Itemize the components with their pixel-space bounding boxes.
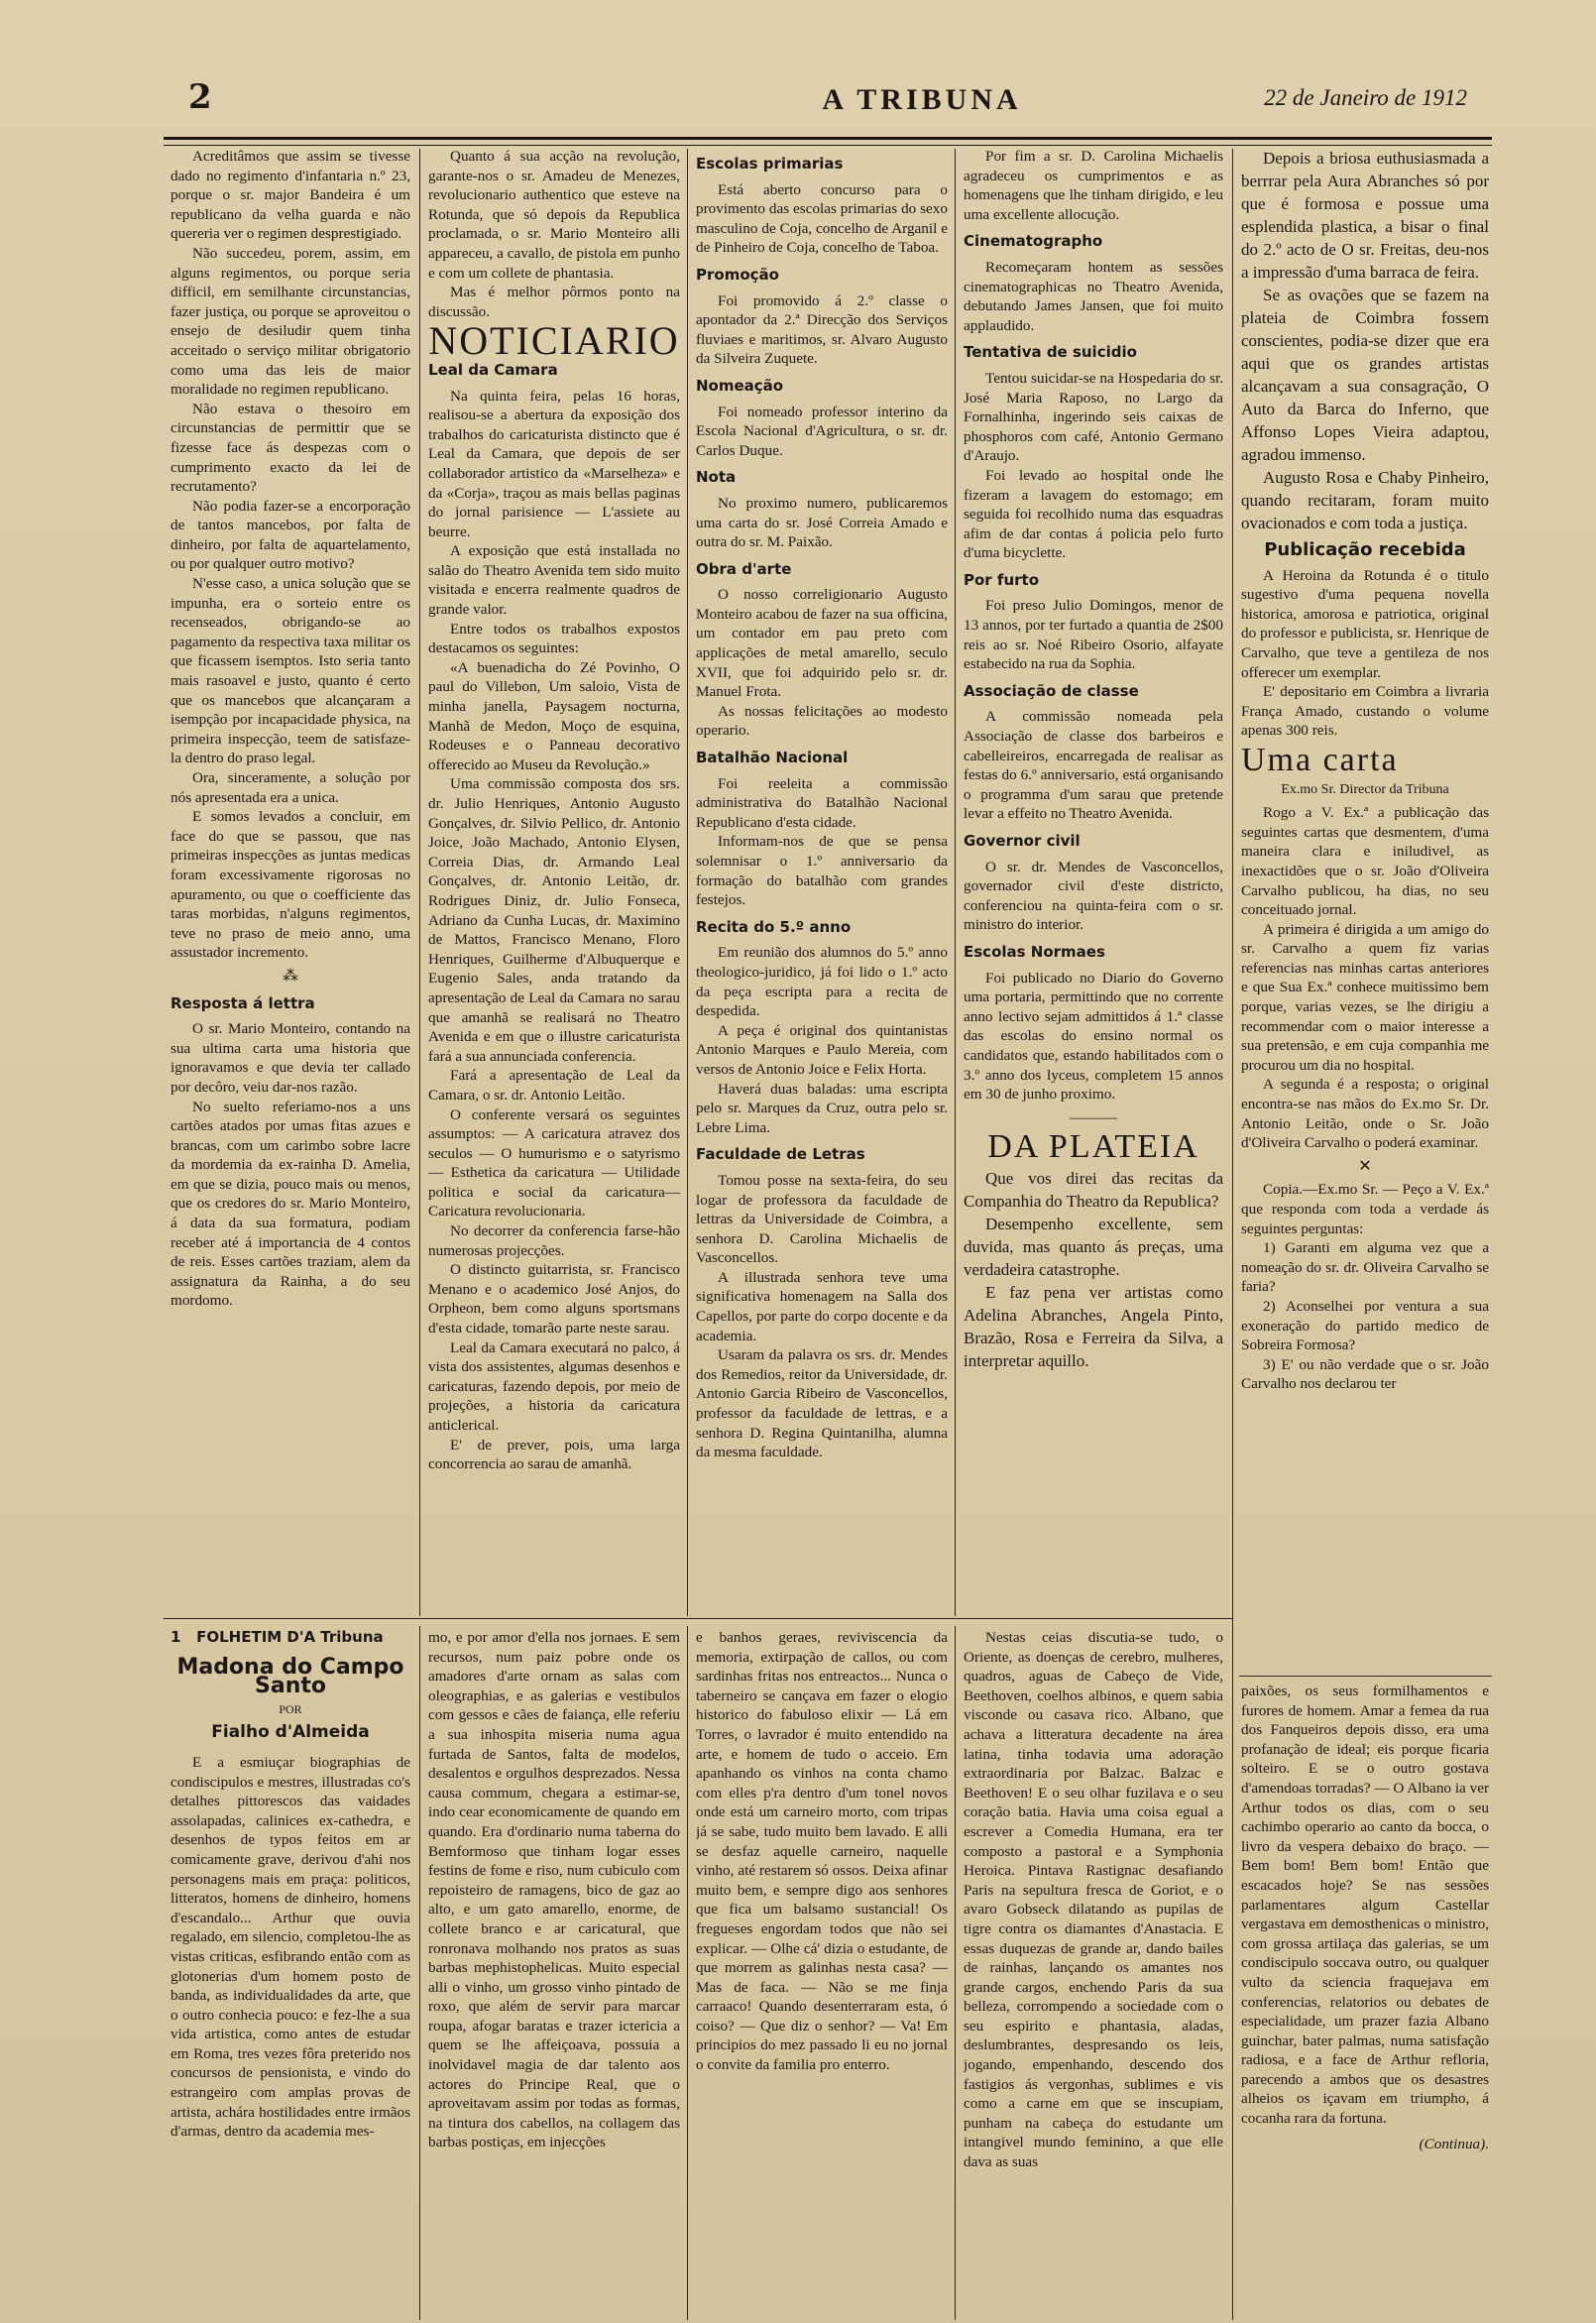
paragraph: Haverá duas baladas: uma escripta pelo sr. Marques da Cruz, outra pelo sr. Lebre Lima. (696, 1080, 948, 1136)
paragraph: Ora, sinceramente, a solução por nós apresentada era a unica. (171, 769, 410, 806)
paragraph: Copia.—Ex.mo Sr. — Peço a V. Ex.ª que responda com toda a verdade ás seguintes perguntas: (1241, 1181, 1489, 1237)
paragraph: Em reunião dos alumnos do 5.º anno theologico-juridico, já foi lido o 1.º acto da peça escripta para a recita de despedida. (696, 944, 948, 1020)
paragraph: Leal da Camara executará no palco, á vista dos assistentes, algumas desenhos e caricaturas, fazendo depois, por meio de projeções, a historia da caricatura anticlerical. (428, 1338, 680, 1434)
paragraph: Que vos direi das recitas da Companhia do Theatro da Republica? (964, 1168, 1223, 1211)
paragraph: A primeira é dirigida a um amigo do sr. Carvalho a quem fiz varias referencias nas minhas cartas anteriores e que Sua Ex.ª conhece muitissimo bem porque, varias vezes, se lhe dirigiu a recommendar com o maior interesse a sua pretensão, e em cuja companhia me procurou um dia no hospital. (1241, 920, 1489, 1074)
folhetim-column-1 (171, 1628, 410, 2317)
paragraph: «A buenadicha do Zé Povinho, O paul do Villebon, Um saloio, Vista de minha janella, Paysagem nocturna, Manhã de Medon, Moço de esquina, Rodeuses e o Panneau decorativo offerecido ao Museu da Revolução.» (428, 658, 680, 773)
carta-heading: Uma carta (1241, 741, 1399, 778)
section-title: Leal da Camara (428, 360, 558, 379)
paragraph: Por fim a sr. D. Carolina Michaelis agradeceu os cumprimentos e as homenagens que lhe tinham dirigido, e leu uma excellente allocução. (964, 148, 1223, 223)
paragraph: O conferente versará os seguintes assumptos: — A caricatura atravez dos seculos — O humurismo e o satyrismo — Esthetica da caricatura — Utilidade politica e social da caricatura—Caricatura revolucionaria. (428, 1105, 680, 1220)
folhetim-rule (1239, 1676, 1492, 1677)
paragraph: Foi levado ao hospital onde lhe fizeram a lavagem do estomago; em seguida foi recolhido numa das esquadras afim de dar contas á policia pelo furto d'uma bicyclette. (964, 466, 1223, 562)
paper-title: A TRIBUNA (822, 83, 1022, 116)
paragraph: Mas é melhor pôrmos ponto na discussão. (428, 284, 680, 320)
paragraph: Está aberto concurso para o provimento das escolas primarias do sexo masculino de Coja, concelho de Arganil e de Pinheiro de Coja, concelho de Taboa. (696, 180, 948, 257)
column-3 (696, 147, 948, 1614)
paragraph: Não estava o thesoiro em circunstancias de permittir que se fizesse face ás despezas com o cumprimento exacto da lei de recrutamento? (171, 400, 410, 496)
paragraph: Foi preso Julio Domingos, menor de 13 annos, por ter furtado a quantia de 2$00 reis ao sr. Noé Ribeiro Osorio, alfayate estabecido na rua da Sophia. (964, 597, 1223, 673)
section-title: Escolas primarias (696, 155, 844, 173)
paragraph: A Heroina da Rotunda é o titulo sugestivo d'uma pequena novella historica, amorosa e patriotica, original do professor e publicista, sr. Henrique de Carvalho, que teve a gentileza de nos offerecer um exemplar. (1241, 566, 1489, 681)
paragraph: Entre todos os trabalhos expostos destacamos os seguintes: (428, 620, 680, 657)
paragraph: 3) E' ou não verdade que o sr. João Carvalho nos declarou ter (1241, 1355, 1489, 1393)
section-title: Faculdade de Letras (696, 1145, 865, 1164)
paragraph: Informam-nos de que se pensa solemnisar o 1.º anniversario da formação do batalhão com grandes festejos. (696, 833, 948, 909)
paragraph: Uma commissão composta dos srs. dr. Julio Henriques, Antonio Augusto Gonçalves, dr. Silvio Pellico, dr. Antonio Joice, João Machado, Antonio Elysen, Correia Dias, dr. Armando Leal Gonçalves, dr. Antonio Leitão, dr. Rodrigues Diniz, dr. Julio Fonseca, Adriano da Cunha Lucas, dr. Maximino de Mattos, Francisco Menano, Floro Henriques, Guilherme d'Albuquerque e Eugenio Sales, anda tratando da apresentação de Leal da Camara no sarau que amanhã se realisará no Theatro Avenida e em que o illustre caricaturista fará a sua annunciada conferencia. (428, 775, 680, 1065)
section-title: Governor civil (964, 832, 1081, 850)
paragraph: O nosso correligionario Augusto Monteiro acabou de fazer na sua officina, um contador em pau preto com applicações de metal amarello, seculo XVII, que foi adquirido pelo sr. dr. Manuel Frota. (696, 586, 948, 701)
column-rule (687, 149, 688, 1616)
section-title: Batalhão Nacional (696, 749, 849, 767)
paragraph: Foi nomeado professor interino da Escola Nacional d'Agricultura, o sr. dr. Carlos Duque. (696, 403, 948, 459)
paragraph: Foi promovido á 2.º classe o apontador da 2.ª Direcção dos Serviços fluviaes e maritimos, sr. Alvaro Augusto da Silveira Zuquete. (696, 291, 948, 368)
carta-salutation: Ex.mo Sr. Director da Tribuna (1281, 781, 1449, 797)
paragraph: paixões, os seus formilhamentos e furores de homem. Amar a femea da rua dos Fanqueiros depois disso, era uma profanação de ideal; eis porque ficaria solteiro. E se o outro gostava d'amendoas torradas? — O Albano ia ver Arthur todos os dias, com o seu cachimbo operario ao canto da bocca, o livro da vespera debaixo do braço. — Bem bom! Bem bom! Então que escacados hoje? Se nas sessões parlamentares algum Castellar vergastava em demosthenicas o ministro, com grossa artilaça das galerias, se um condiscipulo soccava outro, ou qualquer vulto da sciencia fraquejava em conferencias, relatorios ou debates de especialidade, um prazer fazia Albano guinchar, bater palmas, numa satisfação radiosa, e a face de Arthur refloria, parecendo a ambos que os desastres alheios os içavam em triumpho, á cocanha rara da fortuna. (1241, 1683, 1489, 2128)
paragraph: Nestas ceias discutia-se tudo, o Oriente, as doenças de cerebro, mulheres, quadros, aguas de Cabeço de Vide, Beethoven, coelhos albinos, e quem sabia visconde ou casava rico. Albano, que achava a litteratura decadente na área latina, tinha todavia uma adoração extraordinaria por Balzac. Balzac e Beethoven! E o seu olhar fuzilava e o seu coração batia. Havia uma coisa egual a escrever a Comedia Humana, era ter composto a pastoral e a Symphonia Heroica. Pintava Rastignac desafiando Paris na sepultura fresca de Goriot, e o avaro Gobseck dilatando as pupilas de tigre contra os diamantes d'Anastacia. E essas duquezas de grande ar, dando bailes de rainhas, lançando os amantes nos grande cargos, enchendo Paris da sua belleza, corrompendo a sociedade com o seu espirito e phantasia, aladas, deslumbrantes, despresando os leis, jogando, empenhando, descendo dos fastigios ás vergonhas, sublimes e vis como a carne em que se inscupiam, punham na cabeça do estudante um intangivel mundo feminino, a que elle dava as suas (964, 1629, 1223, 2171)
paragraph: O distincto guitarrista, sr. Francisco Menano e o academico José Anjos, do Orpheon, bem como alguns sportsmans d'esta cidade, tomarão parte neste sarau. (428, 1261, 680, 1337)
paragraph: As nossas felicitações ao modesto operario. (696, 702, 948, 740)
masthead-rule (164, 137, 1492, 146)
section-title: Nomeação (696, 376, 784, 395)
folhetim-number: 1 (171, 1628, 181, 1646)
folhetim-header (171, 1628, 410, 1648)
section-title: Tentativa de suicidio (964, 343, 1137, 362)
paragraph: E' de prever, pois, uma larga concorrencia ao sarau de amanhã. (428, 1436, 680, 1473)
column-4 (964, 147, 1223, 1614)
paragraph: Augusto Rosa e Chaby Pinheiro, quando recitaram, foram muito ovacionados e com toda a justiça. (1241, 468, 1489, 532)
paragraph: Tentou suicidar-se na Hospedaria do sr. José Maria Raposo, no Largo da Fornalhinha, ingerindo seis caixas de phosphoros com café, Antonio Germano d'Araujo. (964, 369, 1223, 465)
paragraph: No decorrer da conferencia farse-hão numerosas projecções. (428, 1222, 680, 1259)
column-rule (419, 149, 420, 1616)
section-title: Recita do 5.º anno (696, 917, 852, 936)
cross-divider: ✕ (1358, 1157, 1372, 1175)
folhetim-rule (164, 1618, 1232, 1619)
paragraph: Rogo a V. Ex.ª a publicação das seguintes cartas que desmentem, d'uma maneira clara e iniludivel, as inexactidões que o sr. João d'Oliveira Carvalho publicou, ha dias, no seu conceituado jornal. (1241, 804, 1489, 919)
section-title: Obra d'arte (696, 559, 792, 578)
section-title: Cinematographo (964, 232, 1103, 251)
page-number: 2 (188, 77, 212, 117)
column-5 (1241, 147, 1489, 1674)
section-title: Associação de classe (964, 681, 1139, 700)
paragraph: Depois a briosa euthusiasmada a berrrar pela Aura Abranches só por que é formosa e possue uma esplendida plastica, a bisar o final do 2.º acto de O sr. Freitas, deu-nos a impressão d'uma barraca de feira. (1241, 149, 1489, 282)
plateia-heading: DA PLATEIA (987, 1128, 1199, 1166)
folhetim-column-5 (1241, 1682, 1489, 2316)
paragraph: E somos levados a concluir, em face do que se passou, que nas primeiras inspecções as juntas medicas foram excessivamente rigorosas no apuramento, ou que o coefficiente das taras morbidas, n'alguns regimentos, teve no praso de meio anno, uma assustador incremento. (171, 808, 410, 962)
ornament-divider: ⁂ (283, 967, 298, 985)
paragraph: No proximo numero, publicaremos uma carta do sr. José Correia Amado e outra do sr. M. Paixão. (696, 494, 948, 551)
section-title: Promoção (696, 265, 779, 284)
paragraph: Não succedeu, porem, assim, em alguns regimentos, ou porque seria difficil, em semilhante circunstancias, fazer justiça, ou porque se aproveitou o ensejo de desiludir quem tinha acceitado o serviço militar obrigatorio como uma das leis de maior moralidade no regimen republicano. (171, 244, 410, 399)
paragraph: Se as ovações que se fazem na plateia de Coimbra fossem conscientes, podia-se dizer que era aqui que os grandes artistas alcançavam a sua consagração, O Auto da Barca do Inferno, que Affonso Lopes Vieira adaptou, agradou immenso. (1241, 286, 1489, 464)
folhetim-label: FOLHETIM D'A Tribuna (196, 1628, 384, 1646)
section-title: Por furto (964, 570, 1039, 589)
folhetim-title: Madona do Campo Santo (176, 1654, 404, 1699)
issue-date: 22 de Janeiro de 1912 (1264, 85, 1467, 110)
paragraph: A commissão nomeada pela Associação de classe dos barbeiros e cabelleireiros, encarregada de realisar as festas do 6.º anniversario, está organisando o programma d'um sarau que pretende levar a effeito no Theatro Avenida. (964, 708, 1223, 823)
paragraph: Quanto á sua acção na revolução, garante-nos o sr. Amadeu de Menezes, revolucionario authentico que esteve na Rotunda, que só depois da Republica proclamada, o sr. Mario Monteiro alli appareceu, a cavallo, de pistola em punho e com um collete de phantasia. (428, 148, 680, 282)
paragraph: Não podia fazer-se a encorporação de tantos mancebos, por falta de dinheiro, por falta de aquartelamento, ou por qualquer outro motivo? (171, 497, 410, 573)
folhetim-column-3 (696, 1628, 948, 2317)
section-title: Nota (696, 468, 737, 487)
paragraph: mo, e por amor d'ella nos jornaes. E sem recursos, num paiz pobre onde os amadores d'arte ornam as salas com oleographias, e as galerias e vestibulos com gessos e cães de faiança, elle referiu a sua inhospita miseria numa agua furtada de Santos, falta de modelos, desalentos e orgulhos desprezados. Nessa causa commum, chegara a estimar-se, indo cear economicamente de quando em quando. Era d'ordinario numa taberna do Bemformoso que tinham logar esses festins de fome e riso, num cubiculo com repoisteiro de ramagens, bico de gaz ao alto, e um gato amarello, enorme, de collete branco e ar caricatural, que ronronava molhando nos pratos as suas barbas mephistophelicas. Muito especial alli o vinho, um grosso vinho pintado de roxo, que além de servir para marcar roupa, afogar baratas e trazer ictericia a quem se lhe affeiçoava, possuia a inolvidavel magia de dar talento aos actores do Principe Real, que o aproveitavam assim por todas as formas, na tintura dos cabellos, na collagem das barbas postiças, em injecções (428, 1629, 680, 2151)
folhetim-column-4 (964, 1628, 1223, 2317)
paragraph: Desempenho excellente, sem duvida, mas quanto ás preças, uma verdadeira catastrophe. (964, 1214, 1223, 1279)
paragraph: Foi publicado no Diario do Governo uma portaria, permittindo que no corrente anno lectivo sejam admittidos á 1.ª classe das escolas do ensino normal os candidatos que, estando habilitados com o 3.º anno dos lyceus, completem 15 annos em 30 de junho proximo. (964, 969, 1223, 1103)
column-2 (428, 147, 680, 1614)
paragraph: A illustrada senhora teve uma significativa homenagem na Salla dos Capellos, por parte do corpo docente e da academia. (696, 1268, 948, 1344)
paragraph: Recomeçaram hontem as sessões cinematographicas no Theatro Avenida, debutando James Jansen, que foi muito applaudido. (964, 258, 1223, 334)
paragraph: Acreditâmos que assim se tivesse dado no regimento d'infantaria n.º 23, porque o sr. major Bandeira é um republicano da velha guarda e não quereria ver o regimen desprestigiado. (171, 148, 410, 243)
paragraph: A exposição que está installada no salão do Theatro Avenida tem sido muito visitada e encerra realmente quadros de grande valor. (428, 542, 680, 619)
section-title: Escolas Normaes (964, 942, 1105, 961)
paragraph: 1) Garanti em alguma vez que a nomeação do sr. dr. Oliveira Carvalho se faria? (1241, 1239, 1489, 1296)
paragraph: Foi reeleita a commissão administrativa do Batalhão Nacional Republicano d'esta cidade. (696, 774, 948, 831)
paragraph: N'esse caso, a unica solução que se impunha, era o sorteio entre os recenseados, obrigando-se ao pagamento da respectiva taxa militar os que ficassem isemptos. Isto seria tanto mais rasoavel e justo, quanto é certo que os mancebos que alcançaram a isempção por incapacidade physica, na primeira inspecção, teem de satisfaze-la dentro do praso legal. (171, 575, 410, 767)
paragraph: Usaram da palavra os srs. dr. Mendes dos Remedios, reitor da Universidade, dr. Antonio Garcia Ribeiro de Vasconcellos, professor da faculdade de lettras, e a senhora D. Regina Quintanilha, alumna da mesma faculdade. (696, 1346, 948, 1461)
paragraph: O sr. dr. Mendes de Vasconcellos, governador civil d'este districto, conferenciou na quinta-feira com o sr. ministro do interior. (964, 858, 1223, 934)
column-rule (687, 1626, 688, 2320)
column-rule (955, 149, 956, 1616)
section-title: Resposta á lettra (171, 993, 315, 1012)
column-rule (1232, 149, 1233, 2320)
column-rule (419, 1626, 420, 2320)
folhetim-column-2 (428, 1628, 680, 2317)
paragraph: A peça é original dos quintanistas Antonio Marques e Paulo Mereia, com versos de Antonio Joice e Felix Horta. (696, 1021, 948, 1078)
paragraph: O sr. Mario Monteiro, contando na sua ultima carta uma historia que ignoravamos e que devia ter callado por decôro, veiu dar-nos razão. (171, 1020, 410, 1096)
paragraph: 2) Aconselhei por ventura a sua exoneração do partido medico de Sobreira Formosa? (1241, 1297, 1489, 1354)
paragraph: Tomou posse na sexta-feira, do seu logar de professora da faculdade de lettras da Universidade de Coimbra, a senhora D. Carolina Michaelis de Vasconcellos. (696, 1171, 948, 1267)
continua-note: (Continua). (1419, 2135, 1489, 2152)
paragraph: Fará a apresentação de Leal da Camara, o sr. dr. Antonio Leitão. (428, 1067, 680, 1103)
paragraph: E faz pena ver artistas como Adelina Abranches, Angela Pinto, Brazão, Rosa e Ferreira da Silva, a interpretar aquillo. (964, 1282, 1223, 1370)
paragraph: Na quinta feira, pelas 16 horas, realisou-se a abertura da exposição dos trabalhos do caricaturista distincto que é Leal da Camara, que depois de ser collaborador artistico da «Marselheza» e da «Corja», traçou as mais bellas paginas do jornal parisience — L'assiete au beurre. (428, 387, 680, 540)
publicacao-heading: Publicação recebida (1264, 539, 1466, 560)
column-rule (955, 1626, 956, 2320)
paragraph: A segunda é a resposta; o original encontra-se nas mãos do Ex.mo Sr. Dr. Antonio Leitão, onde o Sr. João d'Oliveira Carvalho o poderá examinar. (1241, 1076, 1489, 1152)
paragraph: E a esmiuçar biographias de condiscipulos e mestres, illustradas co's detalhes pittorescos das vaidades assolapadas, calinices ex-cathedra, e desenhos de typos feitos em ar comicamente grave, derivou d'ahi nos personagens mais em praça: politicos, litteratos, homens de dinheiro, homens d'escandalo... Arthur que ouvia regalado, em silencio, completou-lhe as vistas criticas, esfibrando então com as glotonerias d'um homem posto de banda, as individualidades da arte, que o outro conhecia pouco: e fez-lhe a sua vida artistica, como antes de estudar em Roma, tres vezes fôra preterido nos concursos de pensionista, e vindo do estrangeiro com amplas provas de artista, achára hostilidades entre irmãos d'armas, dentro da academia mes- (171, 1753, 410, 2141)
ornament-divider: ——— (1070, 1108, 1117, 1126)
paragraph: E' depositario em Coimbra a livraria França Amado, custando o volume apenas 300 reis. (1241, 683, 1489, 740)
folhetim-author: Fialho d'Almeida (211, 1722, 370, 1743)
masthead (188, 77, 1477, 127)
paragraph: No suelto referiamo-nos a uns cartões atados por umas fitas azues e brancas, com um carimbo sobre lacre da mordemia da ex-rainha D. Amelia, em que se dizia, pouco mais ou menos, que os credores do sr. Mario Monteiro, á data da sua formatura, podiam receber até á importancia de 4 contos de reis. Esses cartões traziam, alem da assignatura da Rainha, a do seu mordomo. (171, 1098, 410, 1310)
paragraph: e banhos geraes, reviviscencia da memoria, extirpação de callos, ou com sardinhas fritas nos entreactos... Nunca o taberneiro se cançava em fazer o elogio historico do fabuloso elixir — Lá em Torres, o lavrador é muito entendido na arte, e homem de tudo o acceio. Em apanhando os vinhos na conta chamo com elles p'ra dentro d'um tonel novos onde está um carneiro morto, com tripas já se sabe, tudo muito bem lavado. E alli se desfaz aquelle carneiro, naquelle vinho, até restarem só ossos. Deixa afinar muito bem, e sempre digo aos senhores que fica um balsamo sustancial! Os fregueses engordam todos que não sei explicar. — Olhe cá' dizia o estudante, de que morrem as galinhas nesta casa? — Mas de faca. — Não se me finja carraaco! Quando desenterraram esta, ó coiso? — Que diz o senhor? — Va! Em principios do mez passado li eu no jornal o convite da familia pro enterro. (696, 1629, 948, 2074)
column-1 (171, 147, 410, 1614)
folhetim-por: POR (279, 1701, 302, 1716)
noticiario-heading: NOTICIARIO (428, 318, 680, 364)
